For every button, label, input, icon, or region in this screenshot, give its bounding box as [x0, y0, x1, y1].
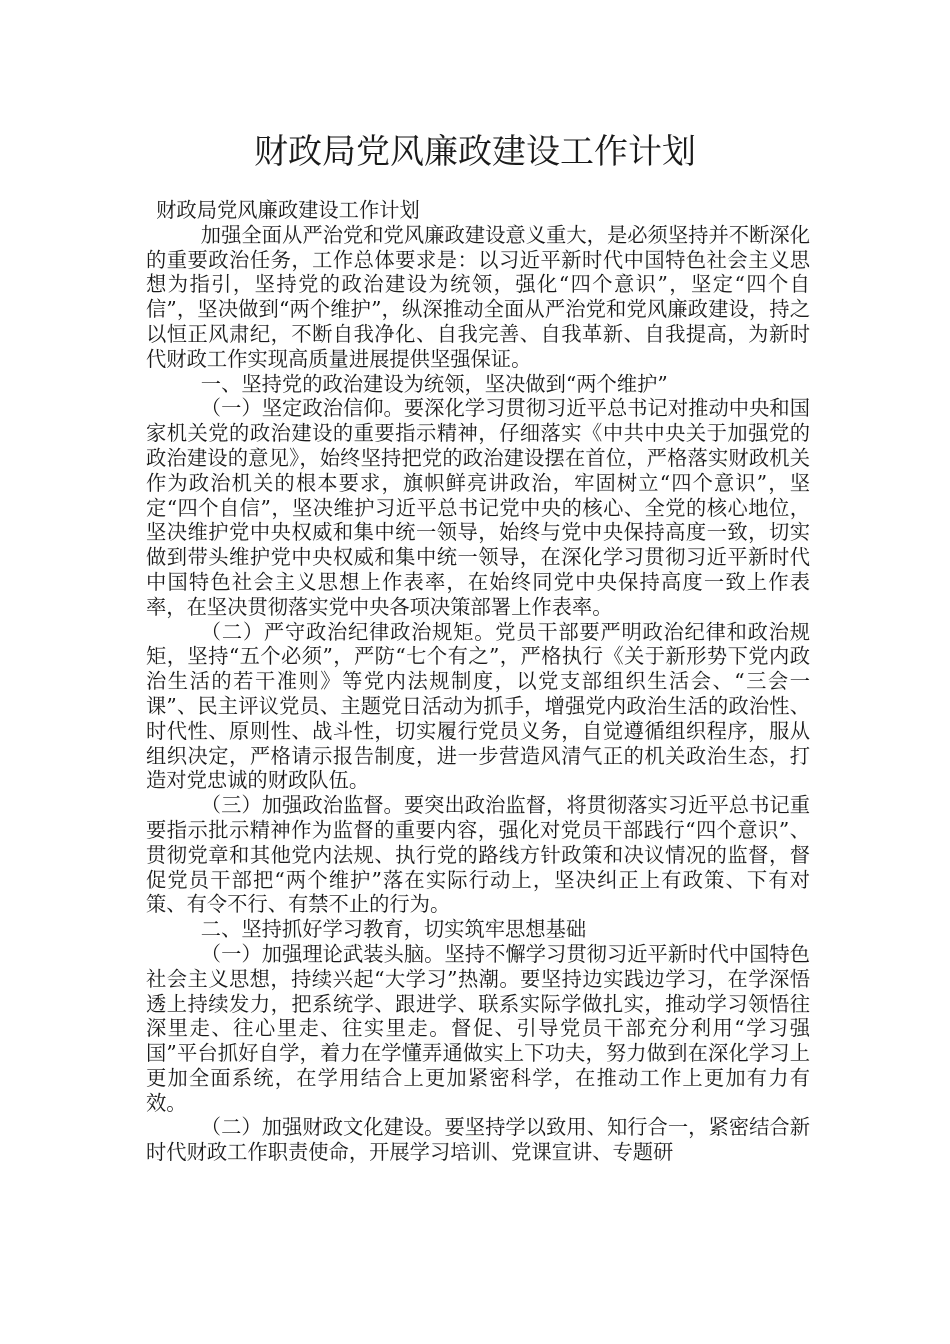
- paragraph-1-3: （三）加强政治监督。要突出政治监督，将贯彻落实习近平总书记重要指示批示精神作为监督的重要内容，强化对党员干部践行“四个意识”、贯彻党章和其他党内法规、执行党的路线方针政策和决议情况的监督，督促党员干部把“两个维护”落在实际行动上，坚决纠正上有政策、下有对策、有令不行、有禁不止的行为。: [146, 793, 810, 917]
- paragraph-2-1: （一）加强理论武装头脑。坚持不懈学习贯彻习近平新时代中国特色社会主义思想，持续兴起“大学习”热潮。要坚持边实践边学习，在学深悟透上持续发力，把系统学、跟进学、联系实际学做扎实，推动学习领悟往深里走、往心里走、往实里走。督促、引导党员干部充分利用“学习强国”平台抓好自学，着力在学懂弄通做实上下功夫，努力做到在深化学习上更加全面系统，在学用结合上更加紧密科学，在推动工作上更加有力有效。: [146, 941, 810, 1115]
- paragraph-intro: 加强全面从严治党和党风廉政建设意义重大，是必须坚持并不断深化的重要政治任务，工作总体要求是：以习近平新时代中国特色社会主义思想为指引，坚持党的政治建设为统领，强化“四个意识”，坚定“四个自信”，坚决做到“两个维护”，纵深推动全面从严治党和党风廉政建设，持之以恒正风肃纪，不断自我净化、自我完善、自我革新、自我提高，为新时代财政工作实现高质量进展提供坚强保证。: [146, 222, 810, 371]
- section-heading-2: 二、坚持抓好学习教育，切实筑牢思想基础: [200, 917, 587, 942]
- document-title: 财政局党风廉政建设工作计划: [254, 132, 696, 172]
- paragraph-1-1: （一）坚定政治信仰。要深化学习贯彻习近平总书记对推动中央和国家机关党的政治建设的重要指示精神，仔细落实《中共中央关于加强党的政治建设的意见》，始终坚持把党的政治建设摆在首位，严格落实财政机关作为政治机关的根本要求，旗帜鲜亮讲政治，牢固树立“四个意识”，坚定“四个自信”，坚决维护习近平总书记党中央的核心、全党的核心地位，坚决维护党中央权威和集中统一领导，始终与党中央保持高度一致，切实做到带头维护党中央权威和集中统一领导，在深化学习贯彻习近平新时代中国特色社会主义思想上作表率，在始终同党中央保持高度一致上作表率，在坚决贯彻落实党中央各项决策部署上作表率。: [146, 396, 810, 619]
- section-heading-1: 一、坚持党的政治建设为统领，坚决做到“两个维护”: [200, 371, 668, 396]
- paragraph-1-2: （二）严守政治纪律政治规矩。党员干部要严明政治纪律和政治规矩，坚持“五个必须”，严防“七个有之”，严格执行《关于新形势下党内政治生活的若干准则》等党内法规制度，以党支部组织生活会、“三会一课”、民主评议党员、主题党日活动为抓手，增强党内政治生活的政治性、时代性、原则性、战斗性，切实履行党员义务，自觉遵循组织程序，服从组织决定，严格请示报告制度，进一步营造风清气正的机关政治生态，打造对党忠诚的财政队伍。: [146, 619, 810, 793]
- document-body: [146, 198, 810, 1165]
- document-subtitle: 财政局党风廉政建设工作计划: [156, 198, 420, 222]
- paragraph-2-2: （二）加强财政文化建设。要坚持学以致用、知行合一，紧密结合新时代财政工作职责使命，开展学习培训、党课宣讲、专题研: [146, 1115, 810, 1165]
